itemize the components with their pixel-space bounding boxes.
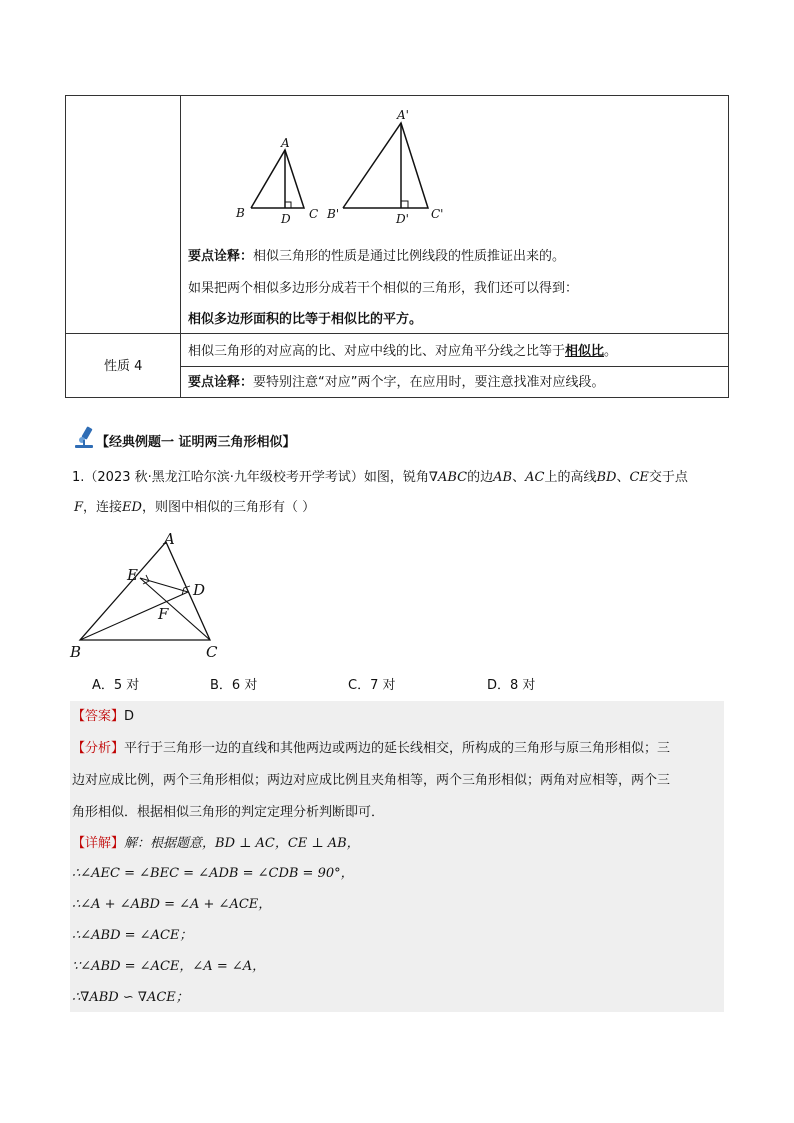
microscope-icon bbox=[72, 425, 98, 451]
fig2-label-D: D bbox=[193, 581, 206, 599]
similar-triangles-figure bbox=[230, 105, 450, 230]
answer-line: 【答案】D bbox=[72, 709, 135, 724]
label-A: A bbox=[281, 136, 290, 150]
example-heading: 【经典例题一 证明两三角形相似】 bbox=[96, 435, 296, 450]
note-line-2: 如果把两个相似多边形分成若干个相似的三角形，我们还可以得到： bbox=[188, 281, 579, 296]
question-line-2: F，连接ED，则图中相似的三角形有（ ） bbox=[74, 500, 316, 515]
property-4-note: 要点诠释：要特别注意“对应”两个字，在应用时，要注意找准对应线段。 bbox=[188, 375, 605, 390]
fig2-label-E: E bbox=[127, 566, 138, 584]
label-D-prime: D' bbox=[396, 212, 409, 226]
label-B-prime: B' bbox=[327, 207, 340, 221]
note-line-3: 相似多边形面积的比等于相似比的平方。 bbox=[188, 312, 423, 327]
option-b[interactable]: B．6 对 bbox=[210, 678, 258, 693]
label-C: C bbox=[309, 207, 319, 221]
property-4-text: 相似三角形的对应高的比、对应中线的比、对应角平分线之比等于相似比。 bbox=[188, 344, 618, 359]
fig2-label-B: B bbox=[70, 643, 82, 661]
table-row-divider bbox=[180, 333, 729, 334]
detail-line-2: ∴∠AEC = ∠BEC = ∠ADB = ∠CDB = 90°， bbox=[72, 866, 354, 881]
altitude-triangle-figure bbox=[70, 528, 230, 660]
analysis-line-2: 边对应成比例，两个三角形相似；两边对应成比例且夹角相等，两个三角形相似；两角对应相等，两个三 bbox=[72, 773, 671, 788]
option-a[interactable]: A．5 对 bbox=[92, 678, 140, 693]
note-line-1: 要点诠释：相似三角形的性质是通过比例线段的性质推证出来的。 bbox=[188, 249, 566, 264]
option-d[interactable]: D．8 对 bbox=[487, 678, 536, 693]
detail-line-4: ∴∠ABD = ∠ACE； bbox=[72, 928, 193, 943]
label-B: B bbox=[236, 206, 245, 220]
detail-line-5: ∵∠ABD = ∠ACE，∠A = ∠A， bbox=[72, 959, 266, 974]
detail-line-3: ∴∠A + ∠ABD = ∠A + ∠ACE， bbox=[72, 897, 272, 912]
table-column-divider bbox=[180, 95, 181, 398]
label-C-prime: C' bbox=[431, 207, 444, 221]
fig2-label-C: C bbox=[206, 643, 218, 661]
option-c[interactable]: C．7 对 bbox=[348, 678, 396, 693]
label-D: D bbox=[281, 212, 291, 226]
analysis-line-3: 角形相似．根据相似三角形的判定定理分析判断即可． bbox=[72, 805, 385, 820]
table-row-divider-2 bbox=[180, 366, 729, 367]
detail-line-6: ∴∇ABD ∽ ∇ACE； bbox=[72, 990, 189, 1005]
detail-line-1: 【详解】解：根据题意，BD ⊥ AC，CE ⊥ AB， bbox=[72, 836, 360, 851]
table-row-divider-left bbox=[65, 333, 180, 334]
question-line-1: 1.（2023 秋·黑龙江哈尔滨·九年级校考开学考试）如图，锐角∇ABC的边AB、AC上的高线BD、CE交于点 bbox=[72, 470, 688, 485]
fig2-label-A: A bbox=[164, 530, 175, 548]
fig2-label-F: F bbox=[158, 605, 169, 623]
property-4-label: 性质 4 bbox=[104, 359, 143, 374]
label-A-prime: A' bbox=[397, 108, 409, 122]
analysis-line-1: 【分析】平行于三角形一边的直线和其他两边或两边的延长线相交，所构成的三角形与原三角形相似；三 bbox=[72, 741, 671, 756]
